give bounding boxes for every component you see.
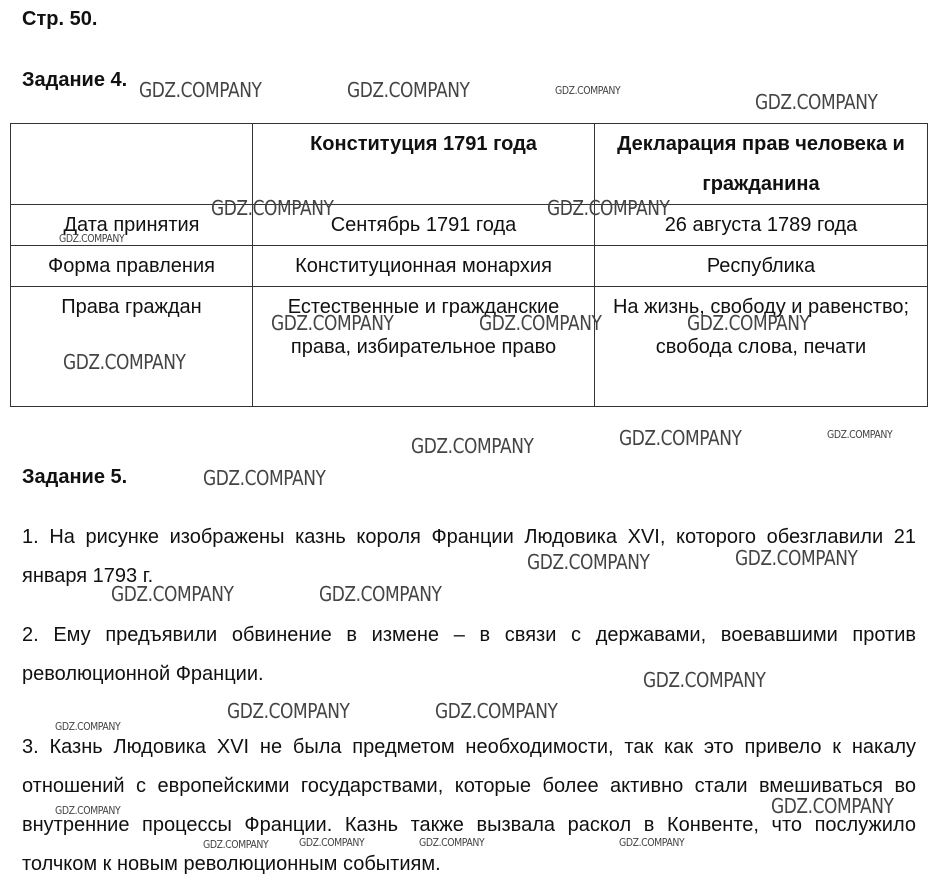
page-title: Стр. 50. [22, 8, 98, 30]
watermark: GDZ.COMPANY [111, 582, 234, 606]
watermark: GDZ.COMPANY [55, 720, 121, 733]
watermark: GDZ.COMPANY [755, 90, 878, 114]
task4-heading: Задание 4. [22, 69, 128, 91]
watermark: GDZ.COMPANY [227, 699, 350, 723]
watermark: GDZ.COMPANY [139, 78, 262, 102]
watermark: GDZ.COMPANY [59, 232, 125, 245]
watermark: GDZ.COMPANY [771, 794, 894, 818]
watermark: GDZ.COMPANY [619, 426, 742, 450]
table-cell: На жизнь, свободу и равенство; свобода слова, печати [595, 287, 928, 407]
watermark: GDZ.COMPANY [555, 84, 621, 97]
answer-paragraph-3: 3. Казнь Людовика XVI не была предметом необходимости, так как это привело к накалу отношений с европейскими государствами, которые более активно стали вмешиваться во внутренние процессы Франции. Казнь также вызвала раскол в Конвенте, что послужило толчком к новым революционным событиям. [22, 736, 916, 875]
watermark: GDZ.COMPANY [55, 804, 121, 817]
table-header-cell: Декларация прав человека и гражданина [595, 124, 928, 205]
watermark: GDZ.COMPANY [419, 836, 485, 849]
watermark: GDZ.COMPANY [319, 582, 442, 606]
table-cell: Естественные и гражданские права, избирательное право [253, 287, 595, 407]
table-row [11, 205, 928, 246]
watermark: GDZ.COMPANY [527, 550, 650, 574]
table-row [11, 287, 928, 407]
task5-heading: Задание 5. [22, 466, 128, 488]
table-header-cell: Конституция 1791 года [253, 124, 595, 205]
watermark: GDZ.COMPANY [643, 668, 766, 692]
watermark: GDZ.COMPANY [547, 196, 670, 220]
watermark: GDZ.COMPANY [203, 838, 269, 851]
watermark: GDZ.COMPANY [203, 466, 326, 490]
table-cell: Дата принятия [11, 205, 253, 246]
watermark: GDZ.COMPANY [411, 434, 534, 458]
watermark: GDZ.COMPANY [735, 546, 858, 570]
watermark: GDZ.COMPANY [211, 196, 334, 220]
table-header-cell [11, 124, 253, 205]
watermark: GDZ.COMPANY [827, 428, 893, 441]
table-cell: 26 августа 1789 года [595, 205, 928, 246]
watermark: GDZ.COMPANY [619, 836, 685, 849]
watermark: GDZ.COMPANY [347, 78, 470, 102]
watermark: GDZ.COMPANY [271, 311, 394, 335]
watermark: GDZ.COMPANY [299, 836, 365, 849]
table-cell: Права граждан [11, 287, 253, 407]
table-cell: Конституционная монархия [253, 246, 595, 287]
answer-paragraph-1: 1. На рисунке изображены казнь короля Франции Людовика XVI, которого обезглавили 21 января 1793 г. [22, 526, 916, 587]
watermark: GDZ.COMPANY [479, 311, 602, 335]
watermark: GDZ.COMPANY [687, 311, 810, 335]
table-cell: Сентябрь 1791 года [253, 205, 595, 246]
table-cell: Республика [595, 246, 928, 287]
table-row [11, 246, 928, 287]
answer-paragraph-2: 2. Ему предъявили обвинение в измене – в связи с державами, воевавшими против революционной Франции. [22, 624, 916, 685]
watermark: GDZ.COMPANY [435, 699, 558, 723]
table-header-row [11, 124, 928, 205]
watermark: GDZ.COMPANY [63, 350, 186, 374]
table-cell: Форма правления [11, 246, 253, 287]
